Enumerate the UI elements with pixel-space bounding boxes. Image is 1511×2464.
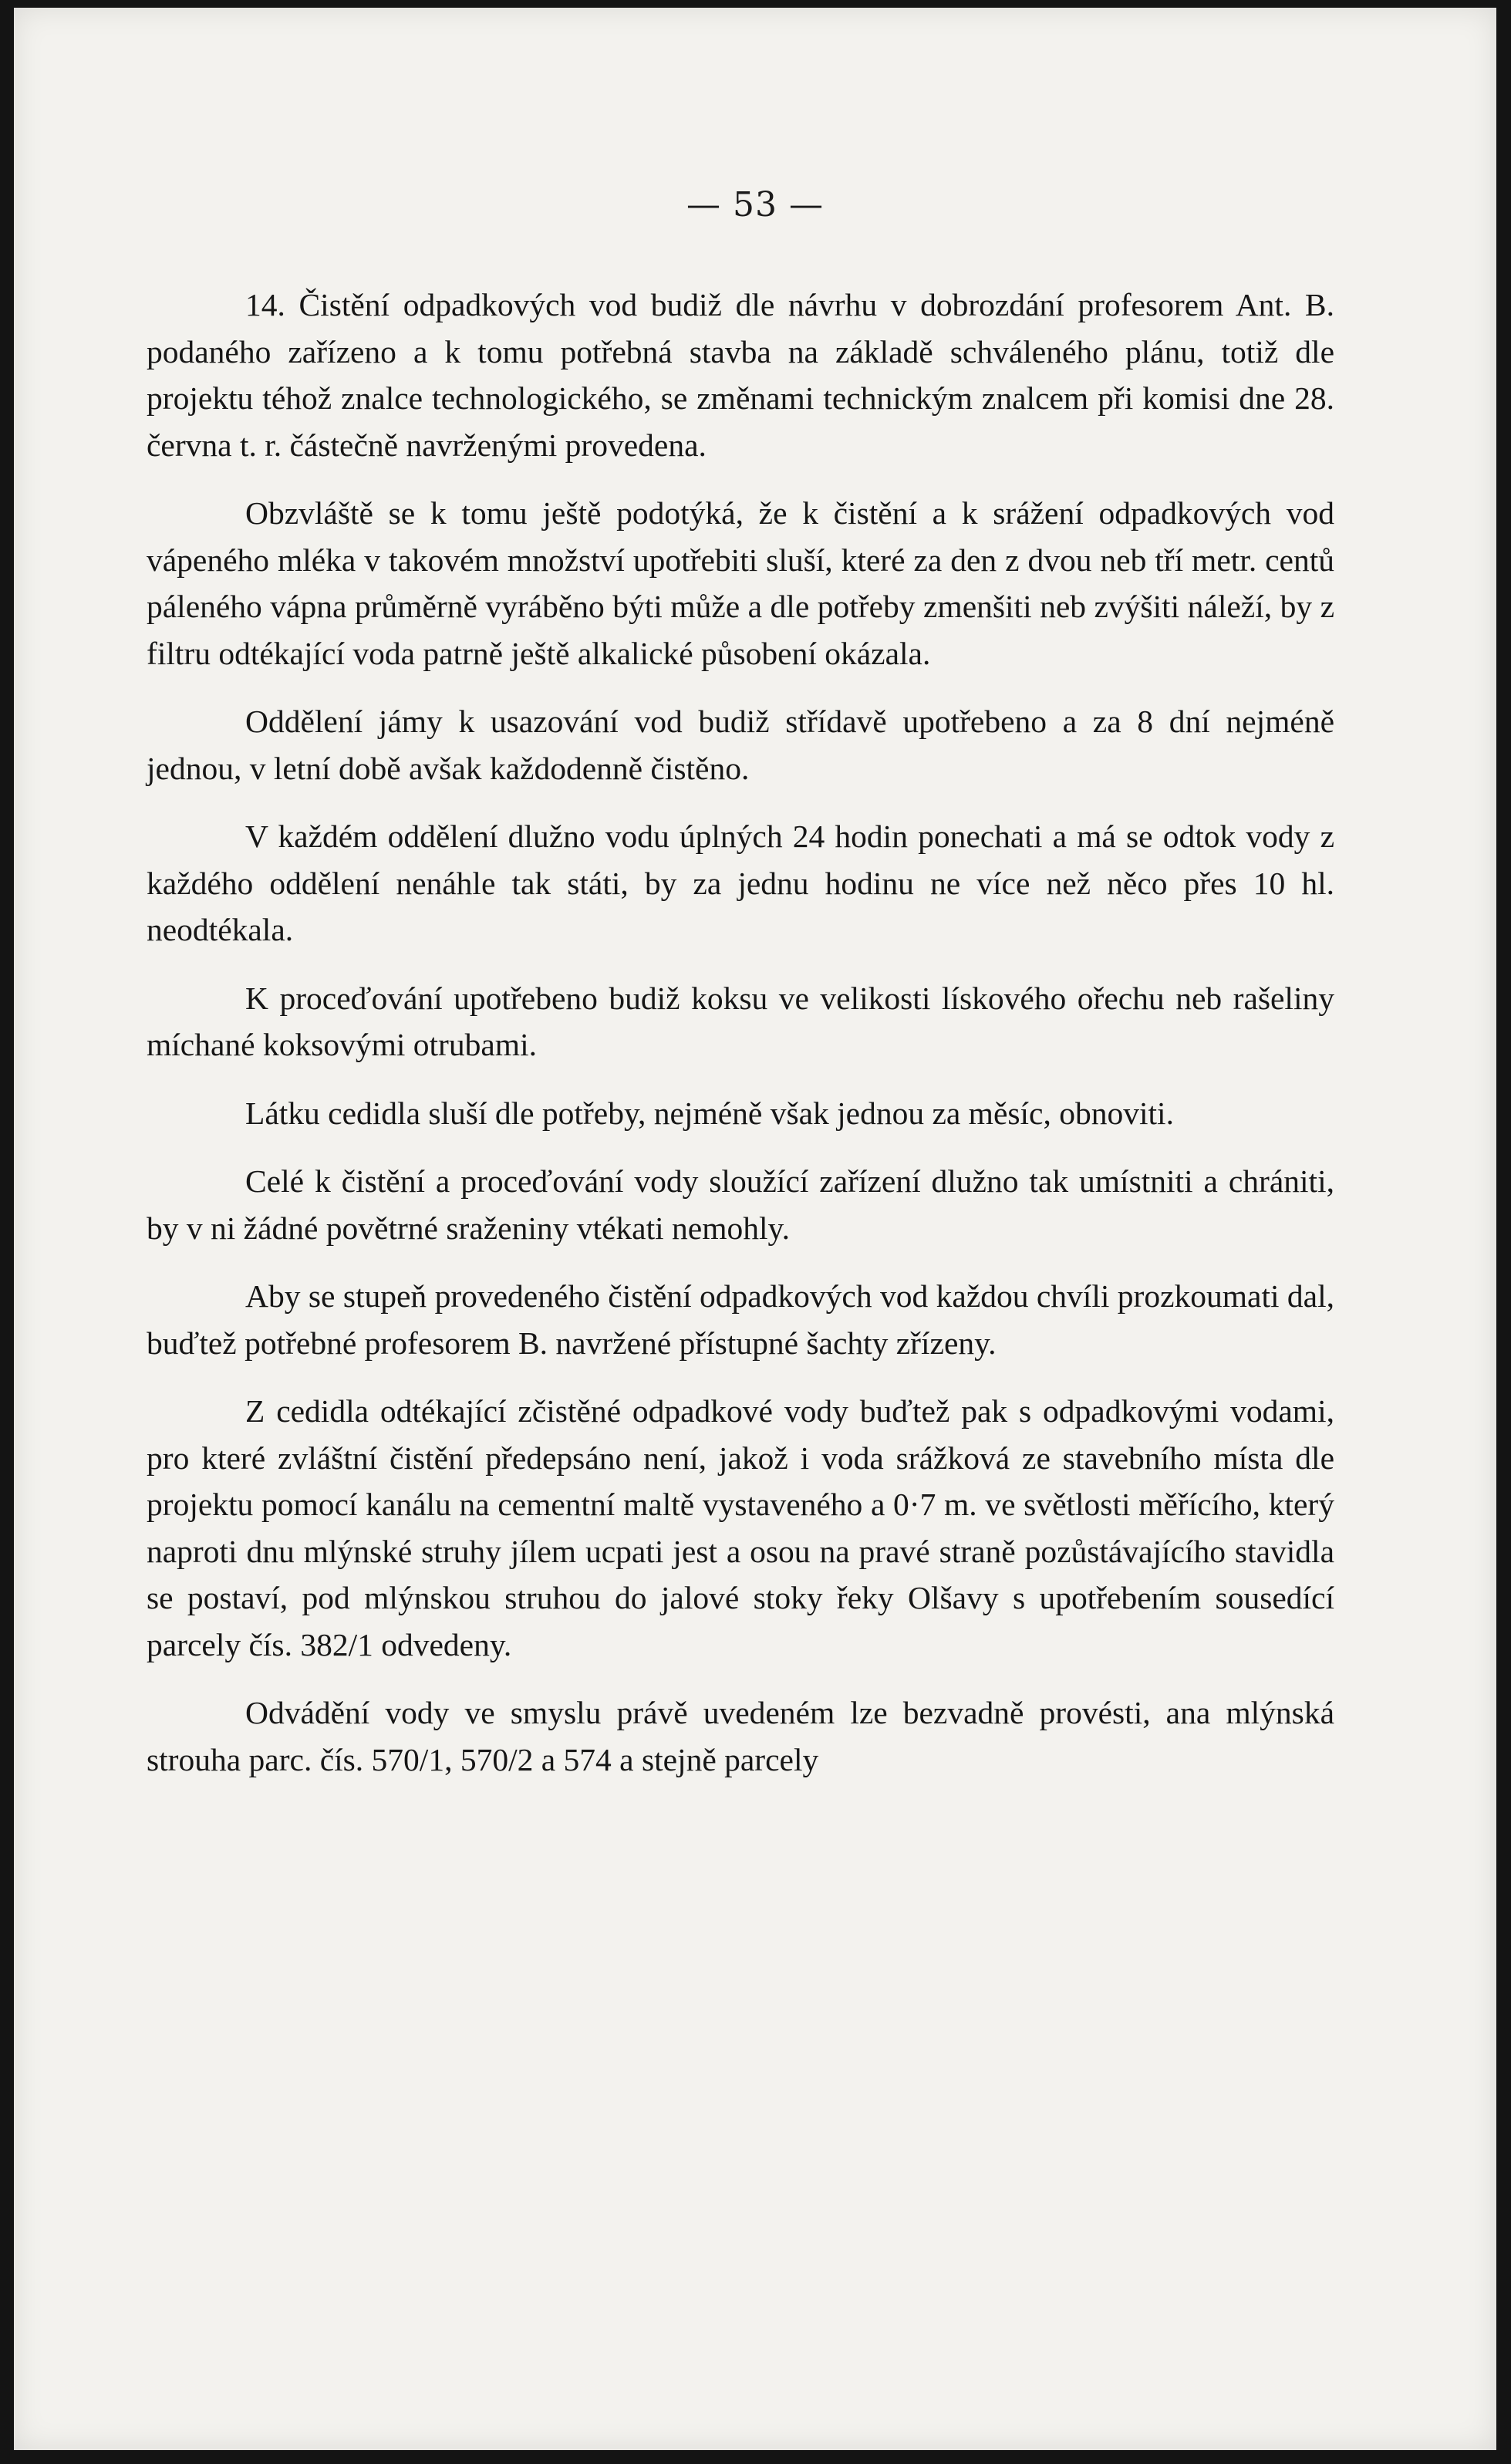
document-page (14, 8, 1496, 2450)
paragraph-3: Oddělení jámy k usazování vod budiž střídavě upotřebeno a za 8 dní nejméně jednou, v letní době avšak každodenně čistěno. (147, 704, 1334, 786)
paragraph-10: Odvádění vody ve smyslu právě uvedeném lze bezvadně provésti, ana mlýnská strouha parc. čís. 570/1, 570/2 a 574 a stejně parcely (147, 1695, 1334, 1777)
paragraph-4: V každém oddělení dlužno vodu úplných 24 hodin ponechati a má se odtok vody z každého oddělení nenáhle tak státi, by za jednu hodinu ne více než něco přes 10 hl. neodtékala. (147, 819, 1334, 947)
paragraph-7: Celé k čistění a proceďování vody sloužící zařízení dlužno tak umístniti a chrániti, by v ni žádné povětrné sraženiny vtékati nemohly. (147, 1163, 1334, 1246)
paragraph-2: Obzvláště se k tomu ještě podotýká, že k čistění a k srážení odpadkových vod vápeného mléka v takovém množství upotřebiti sluší, které za den z dvou neb tří metr. centů páleného vápna průměrně vyráběno býti může a dle potřeby zmenšiti neb zvýšiti náleží, by z filtru odtékající voda patrně ještě alkalické působení okázala. (147, 495, 1334, 671)
page-number: — 53 — (686, 185, 824, 224)
page-body (147, 282, 1334, 1783)
paragraph-8: Aby se stupeň provedeného čistění odpadkových vod každou chvíli prozkoumati dal, buďtež potřebné profesorem B. navržené přístupné šachty zřízeny. (147, 1278, 1334, 1361)
paragraph-6: Látku cedidla sluší dle potřeby, nejméně však jednou za měsíc, obnoviti. (245, 1095, 1174, 1131)
paragraph-1: 14. Čistění odpadkových vod budiž dle návrhu v dobrozdání profesorem Ant. B. podaného zařízeno a k tomu potřebná stavba na základě schváleného plánu, totiž dle projektu téhož znalce technologického, se změnami technickým znalcem při komisi dne 28. června t. r. částečně navrženými provedena. (147, 287, 1334, 463)
paragraph-9: Z cedidla odtékající zčistěné odpadkové vody buďtež pak s odpadkovými vodami, pro které zvláštní čistění předepsáno není, jakož i voda srážková ze stavebního místa dle projektu pomocí kanálu na cementní maltě vystaveného a 0·7 m. ve světlosti měřícího, který naproti dnu mlýnské struhy jílem ucpati jest a osou na pravé straně pozůstávajícího stavidla se postaví, pod mlýnskou struhou do jalové stoky řeky Olšavy s upotřebením sousedící parcely čís. 382/1 odvedeny. (147, 1393, 1334, 1662)
paragraph-5: K proceďování upotřebeno budiž koksu ve velikosti lískového ořechu neb rašeliny míchané koksovými otrubami. (147, 980, 1334, 1062)
